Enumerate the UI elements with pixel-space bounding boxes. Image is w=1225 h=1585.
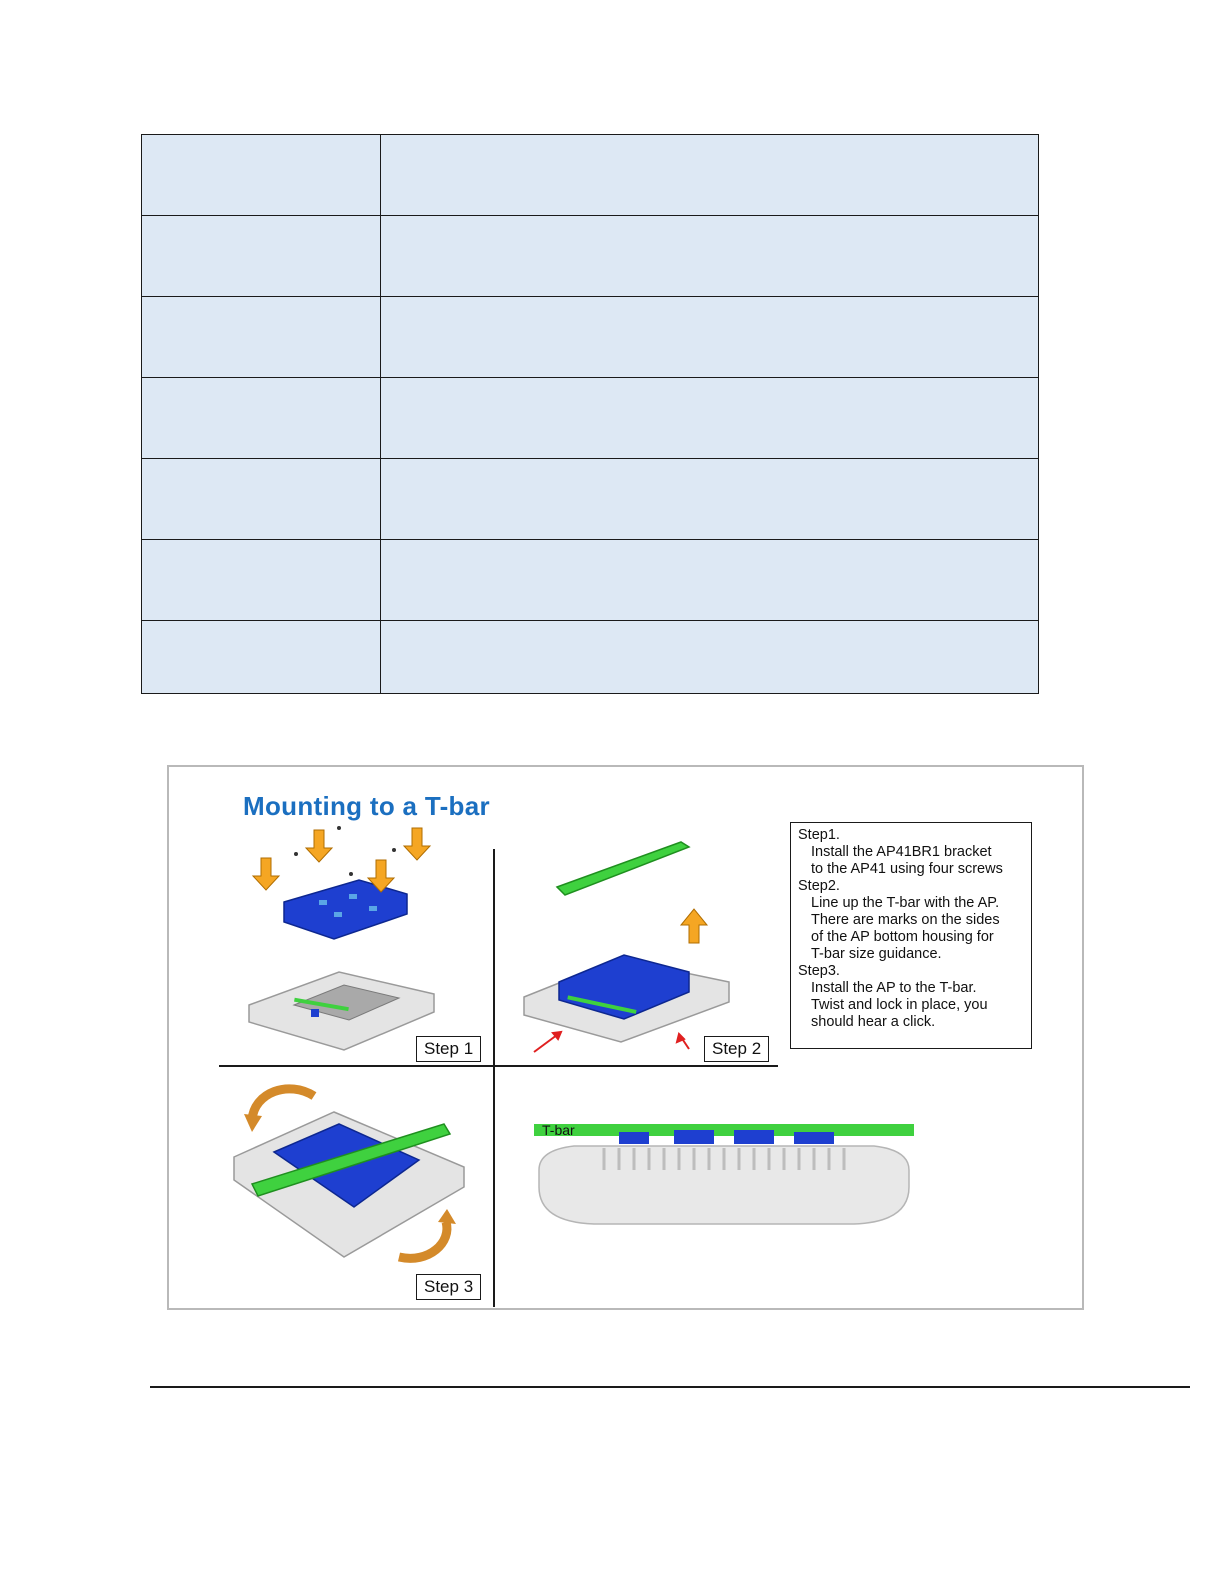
step3-illustration bbox=[224, 1072, 489, 1282]
table-cell bbox=[381, 135, 1039, 216]
table-cell bbox=[381, 378, 1039, 459]
table-row bbox=[142, 216, 1039, 297]
step1-line: Install the AP41BR1 bracket bbox=[811, 844, 992, 860]
step2-illustration bbox=[509, 837, 789, 1062]
step3-line: Twist and lock in place, you bbox=[811, 997, 988, 1013]
table-cell bbox=[142, 540, 381, 621]
table-cell bbox=[142, 378, 381, 459]
table-cell bbox=[381, 540, 1039, 621]
tbar-label: T-bar bbox=[542, 1122, 575, 1138]
up-arrow-icon bbox=[681, 909, 707, 943]
table-row bbox=[142, 135, 1039, 216]
table-cell bbox=[142, 621, 381, 694]
down-arrows bbox=[253, 828, 430, 892]
step2-line: of the AP bottom housing for bbox=[811, 929, 994, 945]
table-cell bbox=[142, 216, 381, 297]
spec-table bbox=[141, 134, 1039, 694]
twist-arrow-icon bbox=[252, 1089, 314, 1120]
footer-rule bbox=[150, 1386, 1190, 1388]
step3-label: Step 3 bbox=[416, 1274, 481, 1300]
step3-line: Install the AP to the T-bar. bbox=[811, 980, 977, 996]
table-cell bbox=[381, 216, 1039, 297]
step2-line: T-bar size guidance. bbox=[811, 946, 942, 962]
mounting-figure bbox=[167, 765, 1084, 1310]
table-cell bbox=[381, 621, 1039, 694]
twist-arrow-icon bbox=[399, 1222, 447, 1258]
step1-title: Step1. bbox=[798, 827, 840, 843]
table-row bbox=[142, 621, 1039, 694]
step1-label: Step 1 bbox=[416, 1036, 481, 1062]
bracket-shape bbox=[284, 880, 407, 939]
table-cell bbox=[142, 135, 381, 216]
step1-illustration bbox=[239, 822, 499, 1062]
step3-title: Step3. bbox=[798, 963, 840, 979]
table-cell bbox=[381, 297, 1039, 378]
table-row bbox=[142, 297, 1039, 378]
table-cell bbox=[381, 459, 1039, 540]
figure-title: Mounting to a T-bar bbox=[243, 791, 490, 821]
ap-housing bbox=[249, 972, 434, 1050]
tbar-shape bbox=[534, 1124, 914, 1136]
step3-line: should hear a click. bbox=[811, 1014, 936, 1030]
tbar-shape bbox=[557, 842, 689, 895]
step1-line: to the AP41 using four screws bbox=[811, 861, 1003, 877]
step2-line: There are marks on the sides bbox=[811, 912, 1000, 928]
table-cell bbox=[142, 297, 381, 378]
step2-line: Line up the T-bar with the AP. bbox=[811, 895, 1000, 911]
table-cell bbox=[142, 459, 381, 540]
table-row bbox=[142, 459, 1039, 540]
step2-label: Step 2 bbox=[704, 1036, 769, 1062]
side-view-illustration bbox=[534, 1112, 919, 1232]
quadrant-divider-horizontal bbox=[219, 1065, 778, 1067]
table-row bbox=[142, 378, 1039, 459]
table-row bbox=[142, 540, 1039, 621]
step2-title: Step2. bbox=[798, 878, 840, 894]
instructions-box bbox=[790, 822, 1032, 1049]
